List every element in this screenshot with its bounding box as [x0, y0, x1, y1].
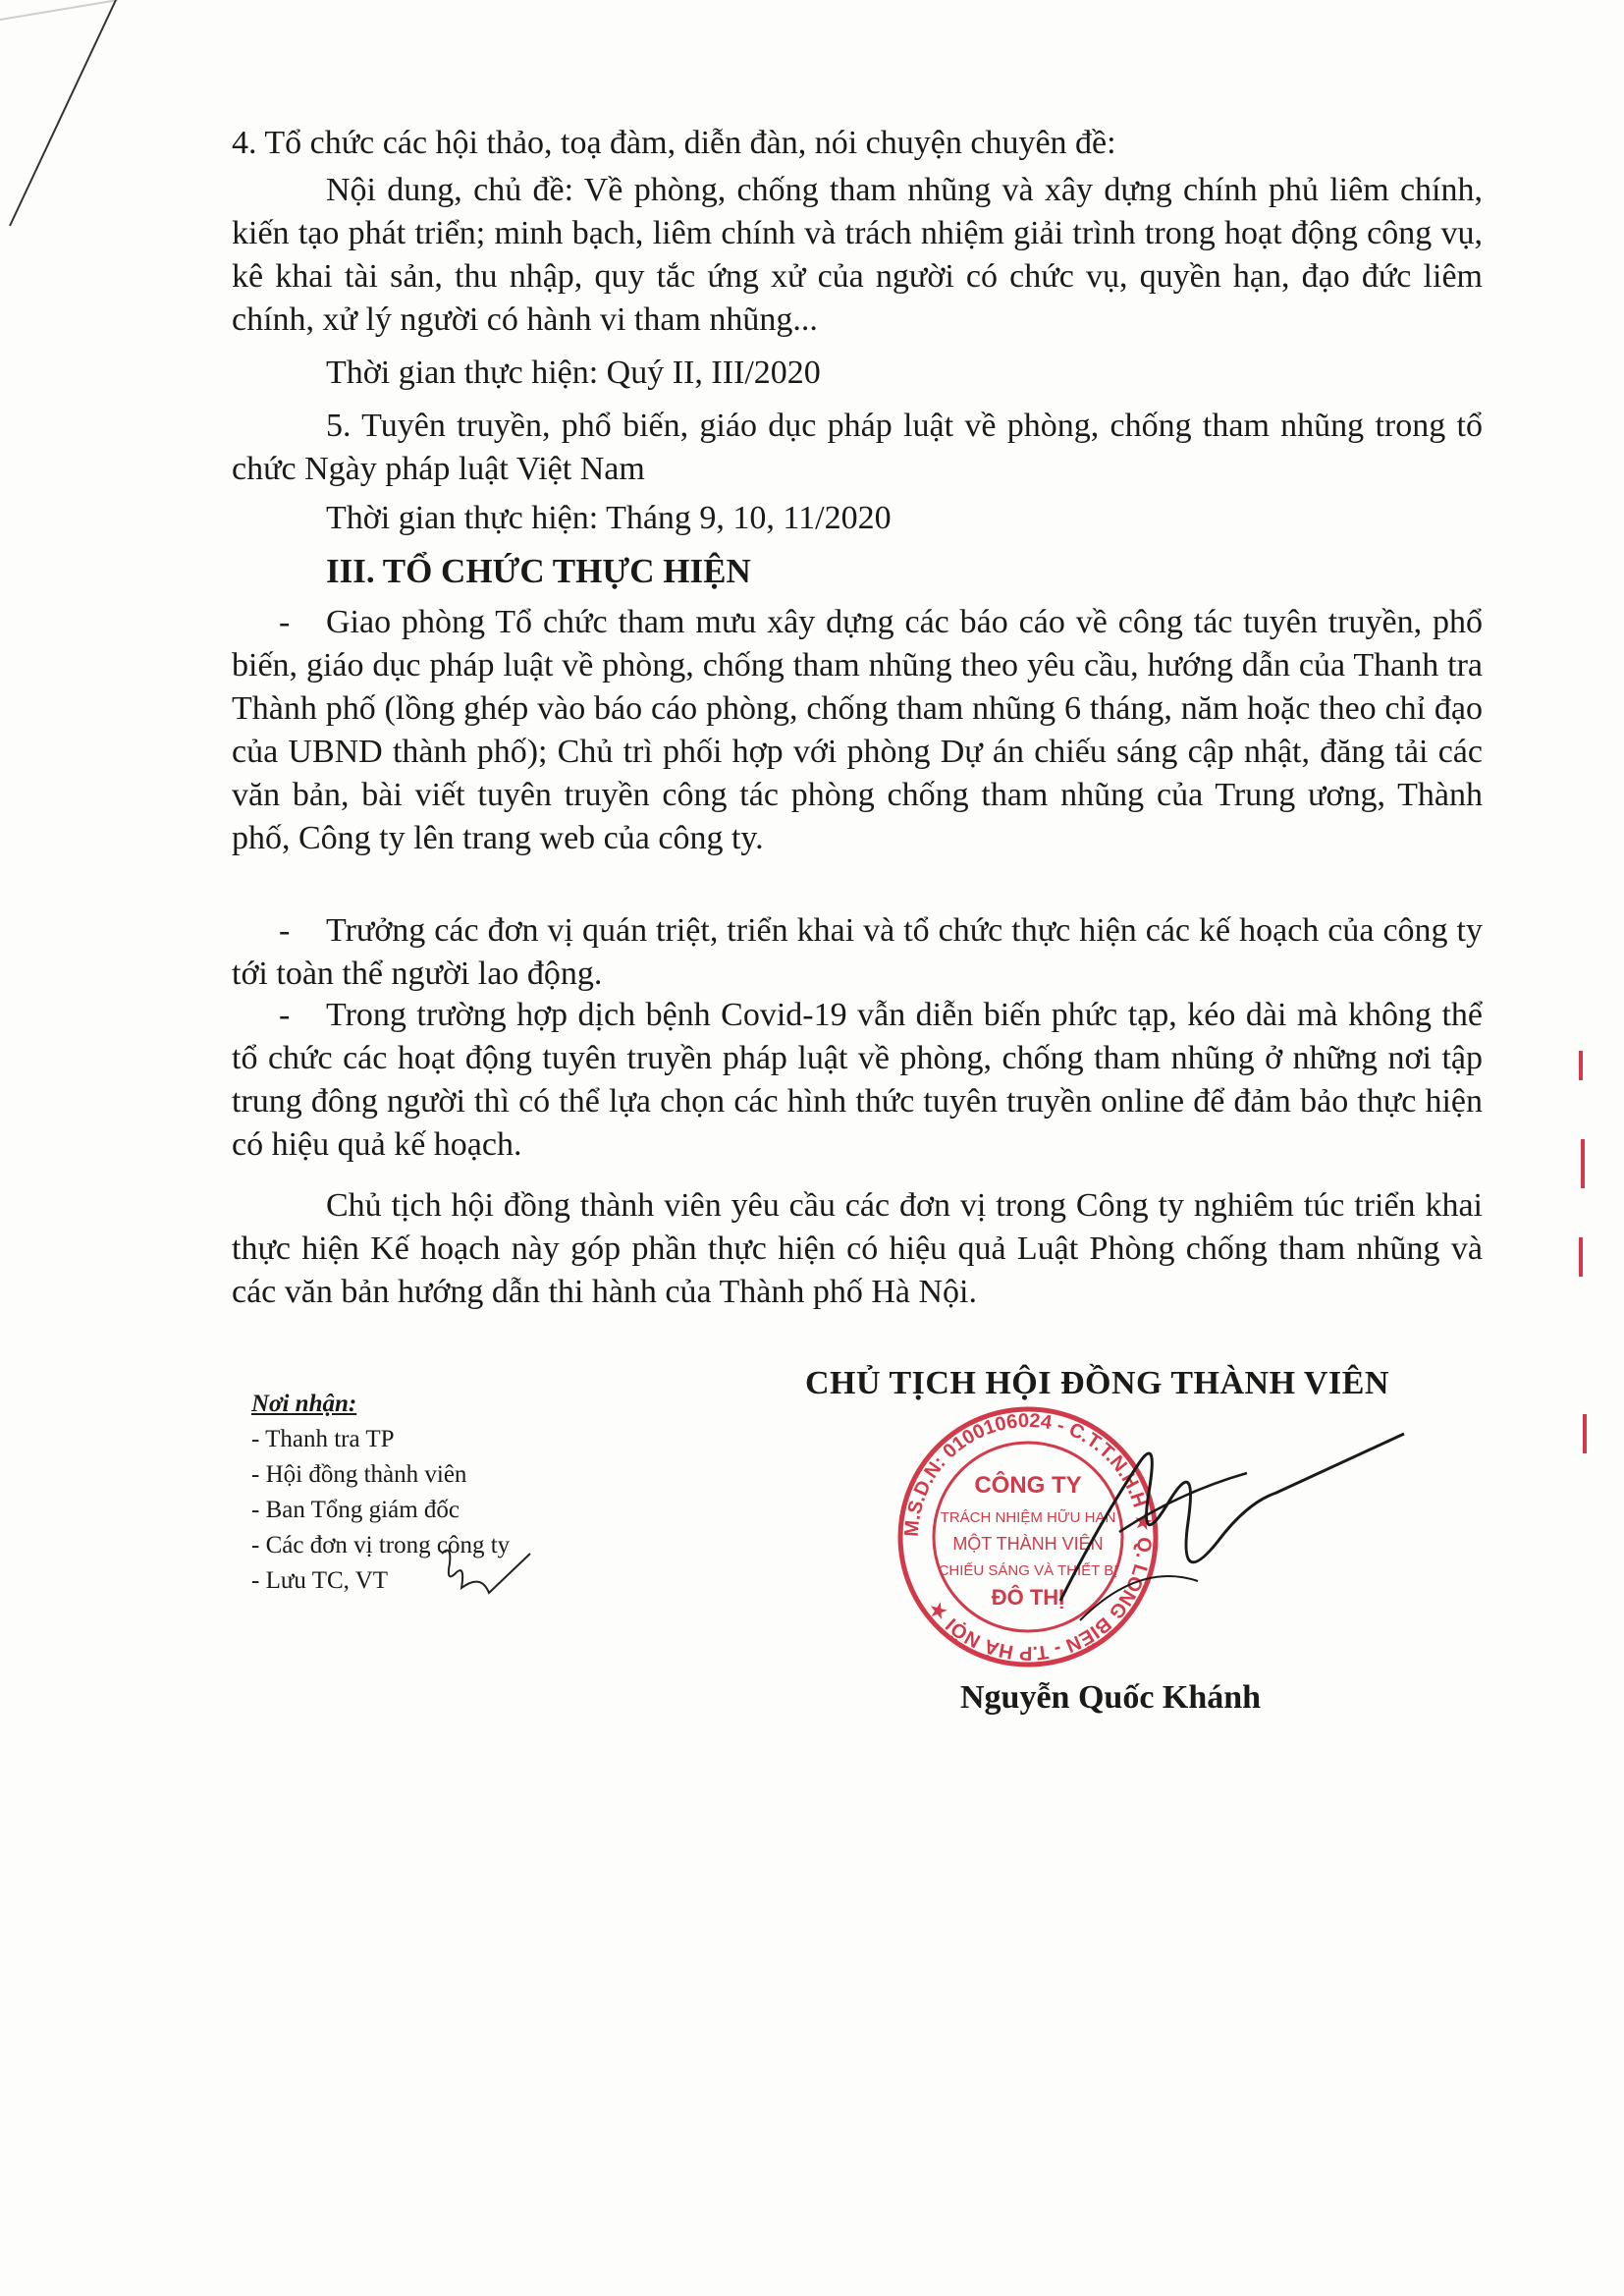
item4-time: Thời gian thực hiện: Quý II, III/2020: [326, 355, 821, 391]
bullet-item: [232, 909, 1483, 996]
recipient-item: - Hội đồng thành viên: [251, 1461, 467, 1488]
seal-ring-text: M.S.D.N: 0100106024 - C.T.T.N.H.H ★ Q. LONG BIÊN - T.P HÀ NỘI ★: [900, 1409, 1156, 1665]
bullet-dash: -: [279, 604, 291, 640]
recipient-item: - Thanh tra TP: [251, 1426, 395, 1452]
scan-edge-mark: [0, 0, 147, 255]
recipient-item: - Các đơn vị trong công ty: [251, 1532, 511, 1558]
recipient-item: - Lưu TC, VT: [251, 1567, 389, 1594]
seal-line: MỘT THÀNH VIÊN: [952, 1534, 1104, 1554]
bullet-text: Trong trường hợp dịch bệnh Covid-19 vẫn diễn biến phức tạp, kéo dài mà không thể tổ chức các hoạt động tuyên truyền pháp luật về phòng, chống tham nhũng ở những nơi tập trung đông người thì có thể lựa chọn các hình thức tuyên truyền online để đảm bảo thực hiện có hiệu quả kế hoạch.: [232, 997, 1483, 1163]
recipient-item: - Ban Tổng giám đốc: [251, 1497, 460, 1523]
seal-line: CHIẾU SÁNG VÀ THIẾT BỊ: [938, 1562, 1118, 1579]
seal-line: TRÁCH NHIỆM HỮU HẠN: [940, 1509, 1116, 1526]
item4-title: 4. Tổ chức các hội thảo, toạ đàm, diễn đàn, nói chuyện chuyên đề:: [232, 125, 1116, 161]
signer-name: Nguyễn Quốc Khánh: [960, 1679, 1262, 1716]
edge-seal-fragment: [1561, 1041, 1620, 1493]
item4-content: Nội dung, chủ đề: Về phòng, chống tham nhũng và xây dựng chính phủ liêm chính, kiến tạo phát triển; minh bạch, liêm chính và trách nhiệm giải trình trong hoạt động công vụ, kê khai tài sản, thu nhập, quy tắc ứng xử của người có chức vụ, quyền hạn, đạo đức liêm chính, xử lý người có hành vi tham nhũng...: [232, 172, 1483, 338]
bullet-dash: -: [279, 997, 291, 1033]
bullet-dash: -: [279, 912, 291, 949]
item5-title: 5. Tuyên truyền, phổ biến, giáo dục pháp luật về phòng, chống tham nhũng trong tổ chức Ngày pháp luật Việt Nam: [232, 408, 1483, 487]
handwritten-initials: [432, 1544, 540, 1603]
seal-line: ĐÔ THỊ: [991, 1585, 1065, 1610]
recipients-title: Nơi nhận:: [251, 1391, 357, 1417]
bullet-text: Trưởng các đơn vị quán triệt, triển khai và tổ chức thực hiện các kế hoạch của công ty tới toàn thể người lao động.: [232, 912, 1483, 992]
closing-paragraph: Chủ tịch hội đồng thành viên yêu cầu các đơn vị trong Công ty nghiêm túc triển khai thực hiện Kế hoạch này góp phần thực hiện có hiệu quả Luật Phòng chống tham nhũng và các văn bản hướng dẫn thi hành của Thành phố Hà Nội.: [232, 1187, 1483, 1310]
seal-line: CÔNG TY: [974, 1472, 1082, 1499]
section3-heading: III. TỔ CHỨC THỰC HIỆN: [326, 552, 751, 590]
item5-time: Thời gian thực hiện: Tháng 9, 10, 11/2020: [326, 500, 892, 536]
bullet-item: [232, 994, 1483, 1167]
bullet-item: [232, 601, 1483, 860]
signer-title: CHỦ TỊCH HỘI ĐỒNG THÀNH VIÊN: [805, 1365, 1389, 1401]
bullet-text: Giao phòng Tổ chức tham mưu xây dựng các báo cáo về công tác tuyên truyền, phổ biến, giáo dục pháp luật về phòng, chống tham nhũng theo yêu cầu, hướng dẫn của Thanh tra Thành phố (lồng ghép vào báo cáo phòng, chống tham nhũng 6 tháng, năm hoặc theo chỉ đạo của UBND thành phố); Chủ trì phối hợp với phòng Dự án chiếu sáng cập nhật, đăng tải các văn bản, bài viết tuyên truyền công tác phòng chống tham nhũng của Trung ương, Thành phố, Công ty lên trang web của công ty.: [232, 604, 1483, 856]
handwritten-signature: [1021, 1404, 1414, 1640]
